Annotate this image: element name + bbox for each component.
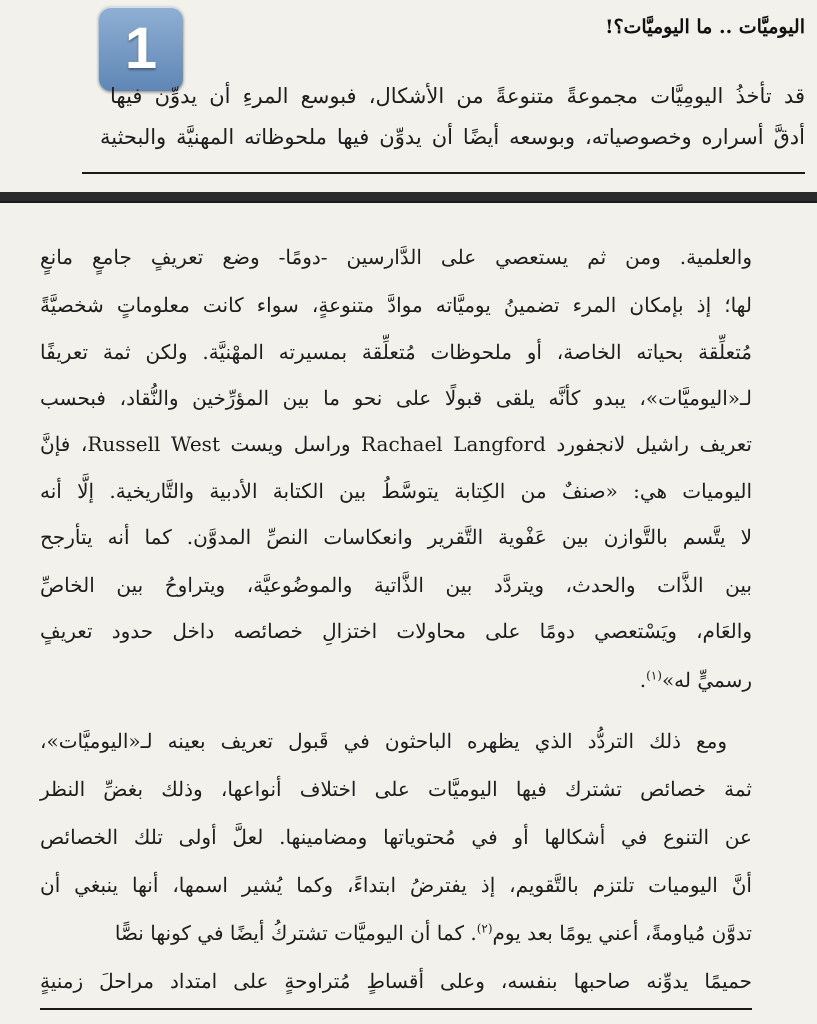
- paragraph-line: مُتعلِّقة بحياته الخاصة، أو ملحوظات مُتعلِّقة بمسيرته المهْنيَّة. ولكن ثمة تعريفًا: [40, 340, 752, 364]
- footnote-ref: (٢): [476, 921, 493, 936]
- paragraph-line-end: رسميٍّ له»$^{(١)}$.: [639, 668, 752, 692]
- paragraph-line: لـ«اليوميَّات»، يبدو كأنَّه يلقى قبولًا على نحو ما بين المؤرِّخين والنُّقاد، فبحسب: [40, 386, 752, 410]
- number-badge: 1: [99, 7, 183, 91]
- paragraph-line: [40, 921, 752, 945]
- paragraph-text: تدوَّن مُياومةً، أعني يومًا بعد يوم: [492, 921, 752, 945]
- paragraph-line: بين الذَّات والحدث، ويتردَّد بين الذَّاتية والموضُوعيَّة، ويتراوحُ بين الخاصِّ: [40, 573, 752, 597]
- underline-mark: [82, 172, 805, 174]
- top-page: [0, 0, 817, 192]
- paragraph-line: أدقَّ أسراره وخصوصياته، وبوسعه أيضًا أن يدوِّن فيها ملحوظاته المهنيَّة والبحثية: [100, 125, 805, 149]
- footnote-ref: (١): [646, 668, 662, 683]
- underline-mark: [40, 1008, 752, 1010]
- paragraph-line: ومع ذلك التردُّد الذي يظهره الباحثون في قَبول تعريف بعينه لـ«اليوميَّات»،: [40, 729, 728, 753]
- paragraph-line: والعَام، ويَسْتعصي دومًا على محاولات اختزالِ خصائصه داخل حدود تعريفٍ: [40, 619, 752, 643]
- paragraph-line: لها؛ إذ بإمكان المرء تضمينُ يوميَّاته موادَّ متنوعةٍ، سواء كانت معلوماتٍ شخصيَّةً: [40, 293, 752, 317]
- paragraph-text: رسميٍّ له»: [661, 668, 752, 692]
- paragraph-line: تعريف راشيل لانجفورد Rachael Langford وراسل ويست Russell West، فإنَّ: [40, 432, 752, 456]
- paragraph-line: حميمًا يدوِّنه صاحبها بنفسه، وعلى أقساطٍ مُتراوحةٍ على امتداد مراحلَ زمنيةٍ: [40, 969, 752, 993]
- paragraph-line: عن التنوع في أشكالها أو في مُحتوياتها ومضامينها. لعلَّ أولى تلك الخصائص: [40, 825, 752, 849]
- paragraph-line: أنَّ اليوميات تلتزم بالتَّقويم، إذ يفترضُ ابتداءً، وكما يُشير اسمها، أنها ينبغي أن: [40, 873, 752, 897]
- bottom-page: [0, 201, 817, 1024]
- paragraph-line: اليوميات هي: «صنفٌ من الكِتابة يتوسَّطُ بين الكتابة الأدبية والتَّاريخية. إلَّا أنه: [40, 479, 752, 503]
- chapter-heading: اليوميَّات .. ما اليوميَّات؟!: [605, 16, 805, 38]
- paragraph-line: ثمة خصائص تشترك فيها اليوميَّات على اختلاف أنواعها، وذلك بغضِّ النظر: [40, 777, 752, 801]
- paragraph-text: . كما أن اليوميَّات تشتركُ أيضًا في كونها نصًّا: [114, 921, 477, 945]
- paragraph-line: قد تأخذُ اليومِيَّات مجموعةً متنوعةً من الأشكال، فبوسع المرءِ أن يدوِّن فيها: [110, 84, 805, 108]
- paragraph-line: لا يتَّسم بالتَّوازن بين عَفْوية التَّقرير وانعكاسات النصِّ المدوَّن. كما أنه يتأرجح: [40, 525, 752, 549]
- paragraph-line: والعلمية. ومن ثم يستعصي على الدَّارسين -دومًا- وضع تعريفٍ جامعٍ مانعٍ: [40, 245, 752, 269]
